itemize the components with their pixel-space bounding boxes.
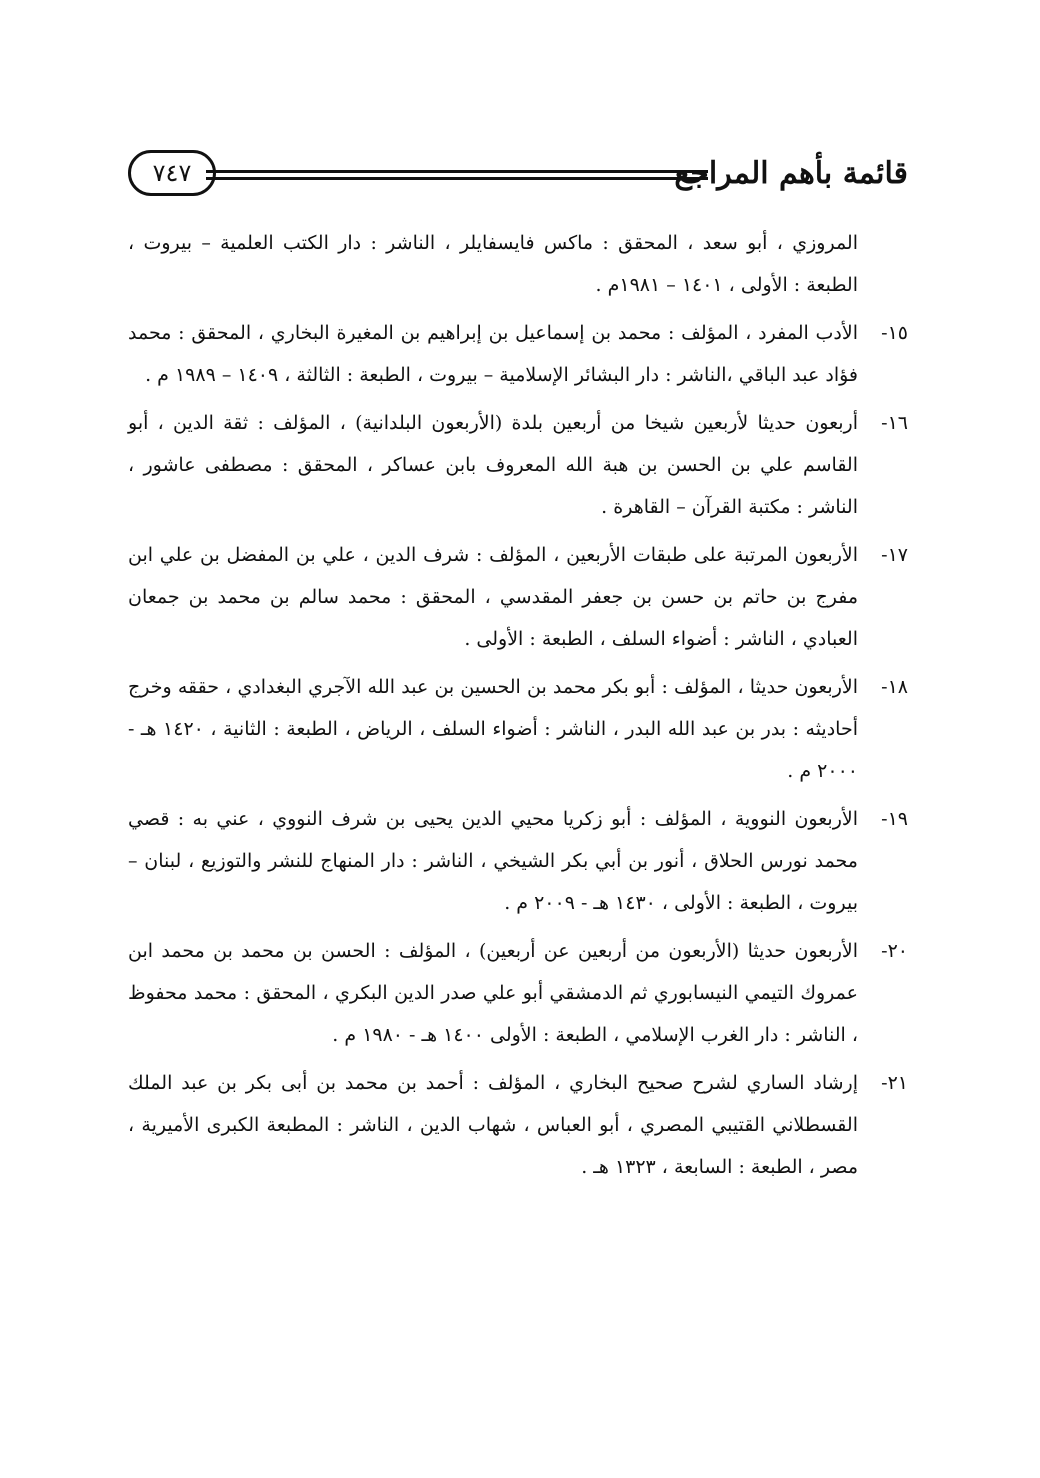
entry-number: ١٦-	[881, 412, 908, 434]
entry-text: أربعون حديثا لأربعين شيخا من أربعين بلدة (الأربعون البلدانية) ، المؤلف : ثقة الدين ، أبو القاسم علي بن الحسن بن هبة الله المعروف بابن عساكر ، المحقق : مصطفى عاشور ، الناشر : مكتبة القرآن – القاهرة .	[128, 412, 858, 518]
reference-entry	[128, 534, 908, 660]
entry-number: ٢٠-	[881, 940, 908, 962]
entry-number: ٢١-	[881, 1072, 908, 1094]
reference-entry	[128, 312, 908, 396]
entry-number: ١٥-	[881, 322, 908, 344]
reference-entry	[128, 798, 908, 924]
reference-entry	[128, 930, 908, 1056]
entry-text: الأربعون حديثا (الأربعون من أربعين عن أربعين) ، المؤلف : الحسن بن محمد بن محمد ابن عمروك التيمي النيسابوري ثم الدمشقي أبو علي صدر الدين البكري ، المحقق : محمد محفوظ ، الناشر : دار الغرب الإسلامي ، الطبعة : الأولى ١٤٠٠ هـ - ١٩٨٠ م .	[128, 940, 858, 1046]
entry-text: الأدب المفرد ، المؤلف : محمد بن إسماعيل بن إبراهيم بن المغيرة البخاري ، المحقق : محمد فؤاد عبد الباقي ،الناشر : دار البشائر الإسلامية – بيروت ، الطبعة : الثالثة ، ١٤٠٩ – ١٩٨٩ م .	[128, 322, 858, 386]
entry-number: ١٧-	[881, 544, 908, 566]
entry-text: الأربعون المرتبة على طبقات الأربعين ، المؤلف : شرف الدين ، علي بن المفضل بن علي ابن مفرج بن حاتم بن حسن بن جعفر المقدسي ، المحقق : محمد سالم بن محمد بن جمعان العبادي ، الناشر : أضواء السلف ، الطبعة : الأولى .	[128, 544, 858, 650]
page-header	[128, 150, 908, 210]
references-list	[128, 222, 908, 1194]
page-number: ٧٤٧	[128, 150, 216, 196]
page-title: قائمة بأهم المراجع	[674, 156, 908, 191]
header-double-rule	[206, 170, 708, 180]
entry-text: الأربعون حديثا ، المؤلف : أبو بكر محمد بن الحسين بن عبد الله الآجري البغدادي ، حققه وخرج أحاديثه : بدر بن عبد الله البدر ، الناشر : أضواء السلف ، الرياض ، الطبعة : الثانية ، ١٤٢٠ هـ - ٢٠٠٠ م .	[128, 676, 858, 782]
reference-entry	[128, 402, 908, 528]
entry-text: الأربعون النووية ، المؤلف : أبو زكريا محيي الدين يحيى بن شرف النووي ، عني به : قصي محمد نورس الحلاق ، أنور بن أبي بكر الشيخي ، الناشر : دار المنهاج للنشر والتوزيع ، لبنان – بيروت ، الطبعة : الأولى ، ١٤٣٠ هـ - ٢٠٠٩ م .	[128, 808, 858, 914]
reference-entry	[128, 1062, 908, 1188]
entry-text: إرشاد الساري لشرح صحيح البخاري ، المؤلف : أحمد بن محمد بن أبى بكر بن عبد الملك القسطلاني القتيبي المصري ، أبو العباس ، شهاب الدين ، الناشر : المطبعة الكبرى الأميرية ، مصر ، الطبعة : السابعة ، ١٣٢٣ هـ .	[128, 1072, 858, 1178]
reference-entry	[128, 666, 908, 792]
continued-entry-text: المروزي ، أبو سعد ، المحقق : ماكس فايسفايلر ، الناشر : دار الكتب العلمية – بيروت ، الطبعة : الأولى ، ١٤٠١ – ١٩٨١م .	[128, 232, 858, 296]
entry-number: ١٨-	[881, 676, 908, 698]
entry-number: ١٩-	[881, 808, 908, 830]
